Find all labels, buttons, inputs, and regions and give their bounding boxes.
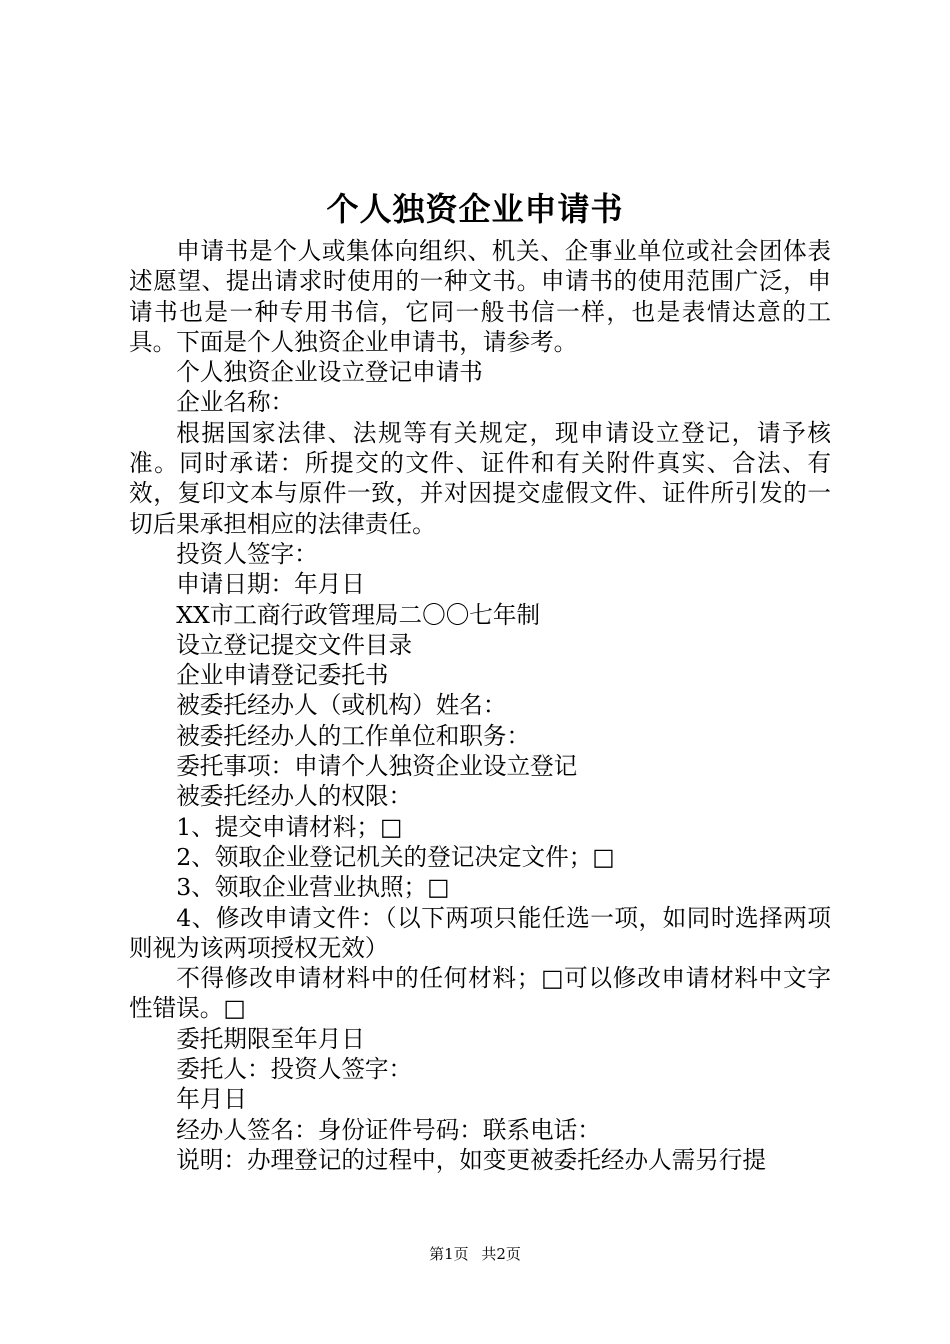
paragraph: 企业申请登记委托书 <box>176 661 389 690</box>
paragraph: 被委托经办人的工作单位和职务： <box>176 721 531 750</box>
page-number: 第1页 <box>429 1245 469 1263</box>
paragraph: 经办人签名：身份证件号码：联系电话： <box>176 1115 601 1144</box>
paragraph: 委托期限至年月日 <box>176 1024 365 1053</box>
paragraph: 委托事项：申请个人独资企业设立登记 <box>176 752 578 781</box>
paragraph: 申请书是个人或集体向组织、机关、企事业单位或社会团体表述愿望、提出请求时使用的一种文书。申请书的使用范围广泛，申请书也是一种专用书信，它同一般书信一样，也是表情达意的工具。下面是个人独资企业申请书，请参考。 <box>129 237 831 356</box>
paragraph: 企业名称： <box>176 388 295 417</box>
paragraph: 申请日期：年月日 <box>176 570 365 599</box>
paragraph: XX市工商行政管理局二〇〇七年制 <box>176 600 541 629</box>
paragraph: 根据国家法律、法规等有关规定，现申请设立登记，请予核准。同时承诺：所提交的文件、证件和有关附件真实、合法、有效，复印文本与原件一致，并对因提交虚假文件、证件所引发的一切后果承担相应的法律责任。 <box>129 418 831 538</box>
paragraph: 2、领取企业登记机关的登记决定文件；□ <box>176 842 615 871</box>
page-total: 共2页 <box>481 1245 521 1263</box>
document-title: 个人独资企业申请书 <box>326 190 624 228</box>
paragraph: 投资人签字： <box>176 539 318 568</box>
paragraph: 1、提交申请材料；□ <box>176 812 403 841</box>
paragraph: 3、领取企业营业执照；□ <box>176 873 450 902</box>
paragraph: 被委托经办人（或机构）姓名： <box>176 691 507 720</box>
paragraph: 说明：办理登记的过程中，如变更被委托经办人需另行提 <box>176 1145 767 1174</box>
paragraph: 年月日 <box>176 1085 247 1114</box>
document-body <box>129 236 831 1175</box>
paragraph: 被委托经办人的权限： <box>176 782 413 811</box>
paragraph: 设立登记提交文件目录 <box>176 630 413 659</box>
page-footer <box>0 1244 950 1264</box>
paragraph: 不得修改申请材料中的任何材料；□可以修改申请材料中文字性错误。□ <box>129 964 831 1023</box>
paragraph: 个人独资企业设立登记申请书 <box>176 358 483 387</box>
paragraph: 委托人：投资人签字： <box>176 1055 413 1084</box>
paragraph: 4、修改申请文件：（以下两项只能任选一项，如同时选择两项则视为该两项授权无效） <box>129 903 831 962</box>
